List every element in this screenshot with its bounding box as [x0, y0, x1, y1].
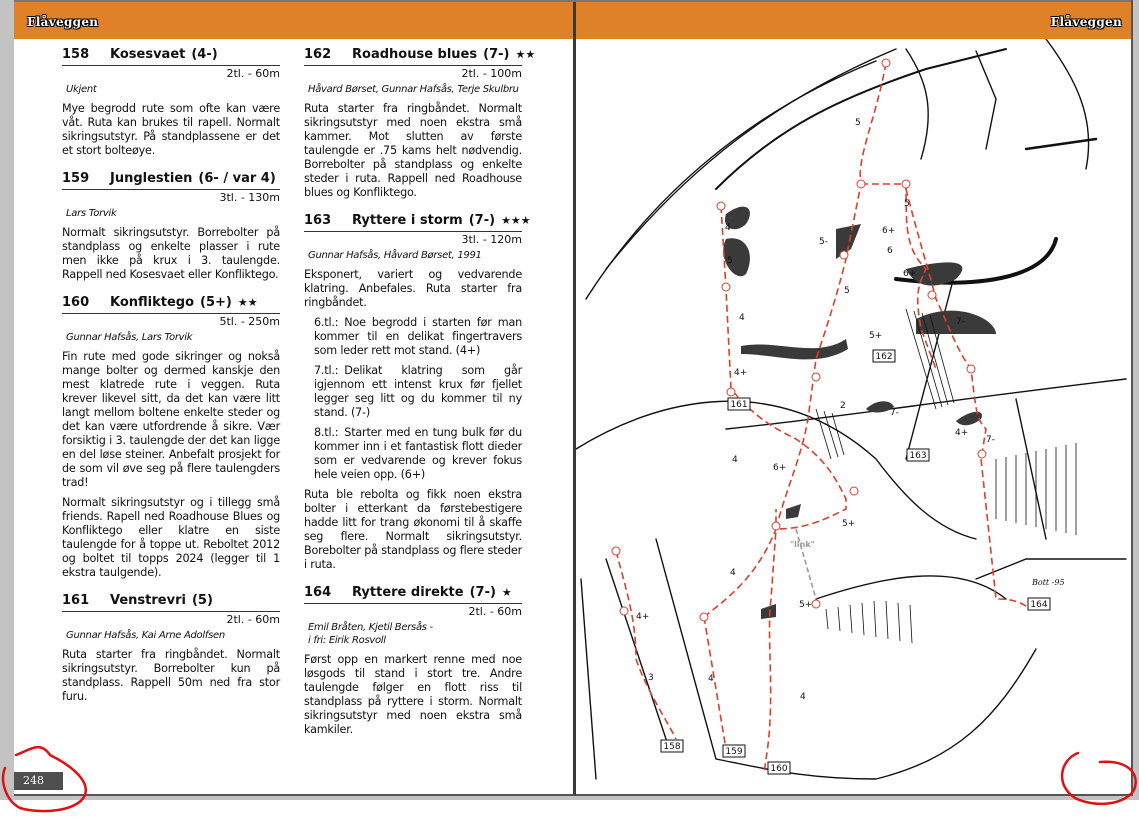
topo-drawing [576, 39, 1131, 794]
route-description: Normalt sikringsutstyr. Borrebolter på standplass og enkelte plasser i rute men ikke på krux i 3. taulengde. Rappell ned Kosesvaet eller Konfliktego. [62, 226, 280, 281]
route-number: 160 [62, 295, 90, 310]
shadow-feature [786, 504, 801, 519]
grade-label: 4 [800, 692, 806, 702]
route-number: 163 [304, 213, 332, 228]
first-ascent: Ukjent [66, 84, 97, 95]
first-free-ascent: i fri: Eirik Rosvoll [308, 635, 386, 646]
belay-station [840, 251, 848, 259]
pitch-text: Noe begrodd i starten før man kommer til en delikat fingertravers som leder rett mot stand. (4+) [314, 316, 522, 357]
route-number: 161 [62, 593, 90, 608]
star-rating: ★★ [237, 296, 258, 309]
route-number: 159 [62, 171, 90, 186]
route-grade: (7-) [468, 213, 496, 228]
rock-outlines [576, 39, 1126, 779]
route-grade: (4-) [191, 47, 218, 62]
crag-base [656, 539, 1036, 779]
grade-label: 6+ [773, 463, 787, 473]
route-heading [62, 592, 280, 612]
first-ascent: Gunnar Hafsås, Lars Torvik [66, 332, 193, 343]
text-column-left [62, 46, 280, 716]
text-column-right [304, 46, 536, 749]
left-page-header [14, 2, 573, 39]
first-ascent: Gunnar Hafsås, Håvard Børset, 1991 [308, 250, 482, 261]
star-rating: ★★★ [501, 214, 531, 227]
belay-station [772, 522, 780, 530]
route-gear-notes: Ruta ble rebolta og fikk noen ekstra bolter i etterkant da førstebestigere hadde litt for trang økonomi til å skaffe seg flere. Normalt sikringsutstyr. Borebolter på standplass og flere steder i ruta. [304, 488, 522, 571]
route-line-159 [704, 509, 776, 749]
belay-station [727, 388, 735, 396]
belay-station [812, 373, 820, 381]
route-name: Roadhouse blues [352, 47, 478, 62]
route-entry-161 [62, 592, 280, 704]
grade-label: 4 [708, 674, 714, 684]
route-entry-159 [62, 170, 280, 282]
route-entry-164 [304, 584, 522, 737]
route-number-label: 162 [875, 352, 893, 362]
grade-label: 4 [732, 455, 738, 465]
first-ascent: Lars Torvik [66, 208, 117, 219]
hatched-walls [816, 309, 1076, 643]
belay-station [882, 59, 890, 67]
route-heading [62, 46, 280, 66]
route-number-label: 158 [663, 742, 681, 752]
grade-label: 6 [887, 246, 893, 256]
route-length: 2tl. - 60m [226, 67, 280, 80]
pitch-note [304, 316, 522, 358]
route-number-label: 163 [909, 451, 927, 461]
right-header-title: Flåveggen [1050, 15, 1122, 29]
first-ascent: Emil Bråten, Kjetil Bersås - [308, 622, 433, 633]
rock-crack [976, 51, 996, 149]
viewer-margin-bottom [0, 796, 1139, 800]
belay-station [967, 365, 975, 373]
grade-label: 5- [819, 237, 828, 247]
hatch-lines [826, 601, 912, 643]
star-rating: ★ [501, 586, 512, 599]
ledge-outline [976, 559, 1126, 579]
first-ascent: Håvard Børset, Gunnar Hafsås, Terje Skulbru [308, 84, 519, 95]
belay-station [902, 180, 910, 188]
route-entry-158 [62, 46, 280, 158]
belay-station [722, 283, 730, 291]
artist-signature: Bott -95 [1032, 578, 1065, 587]
grade-label: 3 [648, 673, 654, 683]
route-number-label: 160 [770, 764, 788, 774]
route-description: Ruta starter fra ringbåndet. Normalt sikringsutstyr med noen ekstra små kammer. Mot slutten av første taulengde er .75 kams helt nødvendig. Borrebolter på standplass og enkelte steder i ruta. Rappell ned Roadhouse blues og Konfliktego. [304, 102, 522, 199]
route-name: Junglestien [110, 171, 193, 186]
grade-label: 4 [739, 313, 745, 323]
grade-label: 5 [727, 256, 733, 266]
pitch-text: Starter med en tung bulk før du kommer inn i et fantastisk flott dieder som er vedvarende og krever fokus hele veien opp. (6+) [314, 426, 522, 481]
route-length: 2tl. - 60m [468, 605, 522, 618]
page-number: 248 [14, 772, 63, 790]
belay-station [620, 607, 628, 615]
belay-station [978, 450, 986, 458]
belay-station [928, 291, 936, 299]
shadow-feature [761, 604, 776, 619]
belay-station [700, 613, 708, 621]
belay-station [717, 202, 725, 210]
route-entry-162 [304, 46, 536, 200]
route-entry-160 [62, 294, 280, 580]
grade-label: 7- [890, 408, 899, 418]
grade-label: 5+ [869, 331, 883, 341]
route-description: Eksponert, variert og vedvarende klatring. Anbefales. Ruta starter fra ringbåndet. [304, 268, 522, 309]
route-heading [304, 584, 522, 604]
route-number: 164 [304, 585, 332, 600]
rock-crack [581, 579, 596, 779]
route-gear-notes: Normalt sikringsutstyr og i tillegg små friends. Rapell ned Roadhouse Blues og Konfliktego eller klatre en siste taulengde for å toppe ut. Reboltet 2012 og boltet til topps 2024 (legger til 1 ekstra taulgende). [62, 496, 280, 579]
grade-label: 4 [725, 223, 731, 233]
link-label: "link" [790, 540, 815, 549]
pitch-note [304, 426, 522, 482]
route-name: Venstrevri [110, 593, 186, 608]
belay-station [812, 600, 820, 608]
route-entry-163 [304, 212, 531, 572]
page-right-edge [1131, 0, 1133, 796]
route-length: 3tl. - 120m [461, 233, 522, 246]
grade-label: 6+ [882, 226, 896, 236]
route-number-label: 161 [730, 400, 748, 410]
route-name: Ryttere direkte [352, 585, 464, 600]
grade-label: 7- [986, 435, 995, 445]
rock-crack [906, 49, 928, 159]
hatch-lines [996, 443, 1076, 535]
route-grade: (6- / var 4) [198, 171, 276, 186]
route-number-label: 159 [725, 747, 743, 757]
route-number-label: 164 [1030, 600, 1048, 610]
pitch-text: Delikat klatring som går igjennom ett intenst krux før fjellet legger seg litt og du kommer til ny stand. (7-) [314, 364, 522, 419]
right-page-header [576, 2, 1131, 39]
roof-feature [1026, 139, 1096, 149]
pitch-label: 6.tl.: [314, 316, 339, 329]
star-rating: ★★ [515, 48, 536, 61]
route-grade: (5+) [200, 295, 232, 310]
belay-station [612, 547, 620, 555]
rock-crack [1046, 39, 1089, 169]
route-description: Fin rute med gode sikringer og nokså mange bolter og dermed kanskje den mest klatrede rute i veggen. Ruta krever likevel sitt, da det kan være litt langt mellom boltene enkelte steder og det kan være utfordrende å sikre. Vær forsiktig i 3. taulengde der det kan ligge en del løse steiner. Anbefalt prosjekt for de som vil øve seg på flere taulengders trad! [62, 350, 280, 489]
route-length: 5tl. - 250m [219, 315, 280, 328]
grade-label: 4+ [955, 428, 969, 438]
left-header-title: Flåveggen [27, 15, 99, 29]
grade-label: 5+ [799, 600, 813, 610]
route-number: 162 [304, 47, 332, 62]
grade-label: 5 [844, 286, 850, 296]
route-description: Mye begrodd rute som ofte kan være våt. Ruta kan brukes til rapell. Normalt sikringsutstyr. På standplassene er det et stort bolteøye. [62, 102, 280, 157]
grade-label: 4 [730, 568, 736, 578]
route-length: 3tl. - 130m [219, 191, 280, 204]
pitch-note [304, 364, 522, 420]
route-grade: (7-) [483, 47, 510, 62]
pillar-outline [1016, 399, 1046, 539]
route-line-160 [764, 63, 886, 774]
grade-label: 2 [840, 401, 846, 411]
belay-station [850, 487, 858, 495]
route-description: Ruta starter fra ringbåndet. Normalt sikringsutstyr. Borrebolter kun på standplass. Rappell 50m ned fra stor furu. [62, 648, 280, 703]
route-name: Konfliktego [110, 295, 195, 310]
route-length: 2tl. - 100m [461, 67, 522, 80]
roof-shadow [741, 339, 848, 359]
route-length: 2tl. - 60m [226, 613, 280, 626]
route-heading [304, 212, 531, 232]
route-name: Ryttere i storm [352, 213, 463, 228]
pitch-label: 8.tl.: [314, 426, 339, 439]
ledge-outline [726, 379, 1126, 429]
route-heading [62, 170, 280, 190]
route-name: Kosesvaet [110, 47, 186, 62]
grade-label: 5 [904, 199, 910, 209]
crag-top-edge [716, 49, 1006, 189]
route-heading [62, 294, 280, 314]
ledge-outline [816, 576, 1006, 599]
pitch-label: 7.tl.: [314, 364, 339, 377]
grade-label: 5+ [842, 519, 856, 529]
grade-label: 4+ [734, 368, 748, 378]
grade-label: 4+ [636, 612, 650, 622]
belay-station [857, 180, 865, 188]
first-ascent: Gunnar Hafsås, Kai Arne Adolfsen [66, 630, 225, 641]
route-number: 158 [62, 47, 90, 62]
route-description: Først opp en markert renne med noe løsgods til stand i stort tre. Andre taulengde følger en flott riss til standplass på ryttere i storm. Normalt sikringsutstyr med noen ekstra små kamkiler. [304, 653, 522, 736]
route-heading [304, 46, 536, 66]
grade-label: 6+ [903, 269, 917, 279]
grade-label: 5 [855, 118, 861, 128]
route-grade: (5) [191, 593, 213, 608]
viewer-margin-left [0, 0, 14, 798]
grade-label: 7- [956, 317, 965, 327]
route-grade: (7-) [469, 585, 496, 600]
topo-labels [636, 118, 1065, 774]
